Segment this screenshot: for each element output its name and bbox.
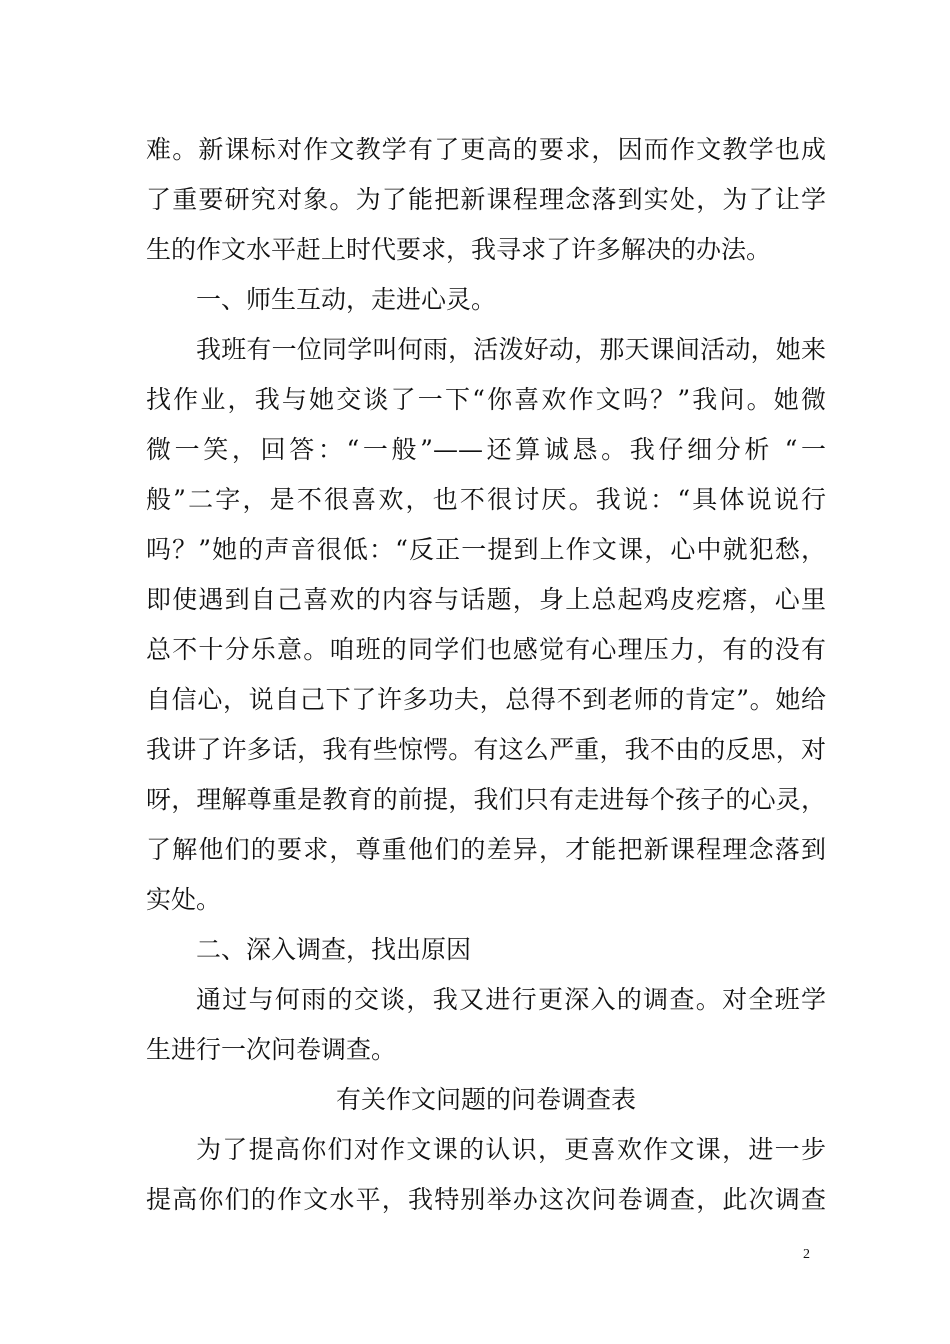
section-heading-2: 二、深入调查，找出原因 <box>196 935 472 964</box>
text-line-14: 呀，理解尊重是教育的前提，我们只有走进每个孩子的心灵， <box>146 785 826 814</box>
text-line-21: 为了提高你们对作文课的认识，更喜欢作文课，进一步 <box>196 1135 826 1164</box>
survey-title: 有关作文问题的问卷调查表 <box>335 1085 636 1114</box>
text-line-5: 我班有一位同学叫何雨，活泼好动，那天课间活动，她来 <box>196 335 826 364</box>
text-line-9: 吗？”她的声音很低：“反正一提到上作文课，心中就犯愁， <box>146 535 826 564</box>
text-line-19: 生进行一次问卷调查。 <box>146 1035 397 1064</box>
page-number: 2 <box>803 1247 810 1262</box>
text-line-6: 找作业，我与她交谈了一下“你喜欢作文吗？”我问。她微 <box>146 385 826 414</box>
text-line-10: 即使遇到自己喜欢的内容与话题，身上总起鸡皮疙瘩，心里 <box>146 585 826 614</box>
text-line-18: 通过与何雨的交谈，我又进行更深入的调查。对全班学 <box>196 985 826 1014</box>
text-line-22: 提高你们的作文水平，我特别举办这次问卷调查，此次调查 <box>146 1185 826 1214</box>
text-line-13: 我讲了许多话，我有些惊愕。有这么严重，我不由的反思，对 <box>146 735 826 764</box>
text-line-12: 自信心，说自己下了许多功夫，总得不到老师的肯定”。她给 <box>146 685 826 714</box>
text-line-16: 实处。 <box>146 885 222 914</box>
text-line-1: 难。新课标对作文教学有了更高的要求，因而作文教学也成 <box>146 135 826 164</box>
text-line-8: 般”二字，是不很喜欢，也不很讨厌。我说：“具体说说行 <box>146 485 826 514</box>
text-line-3: 生的作文水平赶上时代要求，我寻求了许多解决的办法。 <box>146 235 772 264</box>
section-heading-1: 一、师生互动，走进心灵。 <box>196 285 497 314</box>
text-line-15: 了解他们的要求，尊重他们的差异，才能把新课程理念落到 <box>146 835 826 864</box>
text-line-7: 微一笑，回答：“一般”——还算诚恳。我仔细分析 “一 <box>146 435 826 464</box>
text-line-2: 了重要研究对象。为了能把新课程理念落到实处，为了让学 <box>146 185 826 214</box>
text-line-11: 总不十分乐意。咱班的同学们也感觉有心理压力，有的没有 <box>146 635 826 664</box>
